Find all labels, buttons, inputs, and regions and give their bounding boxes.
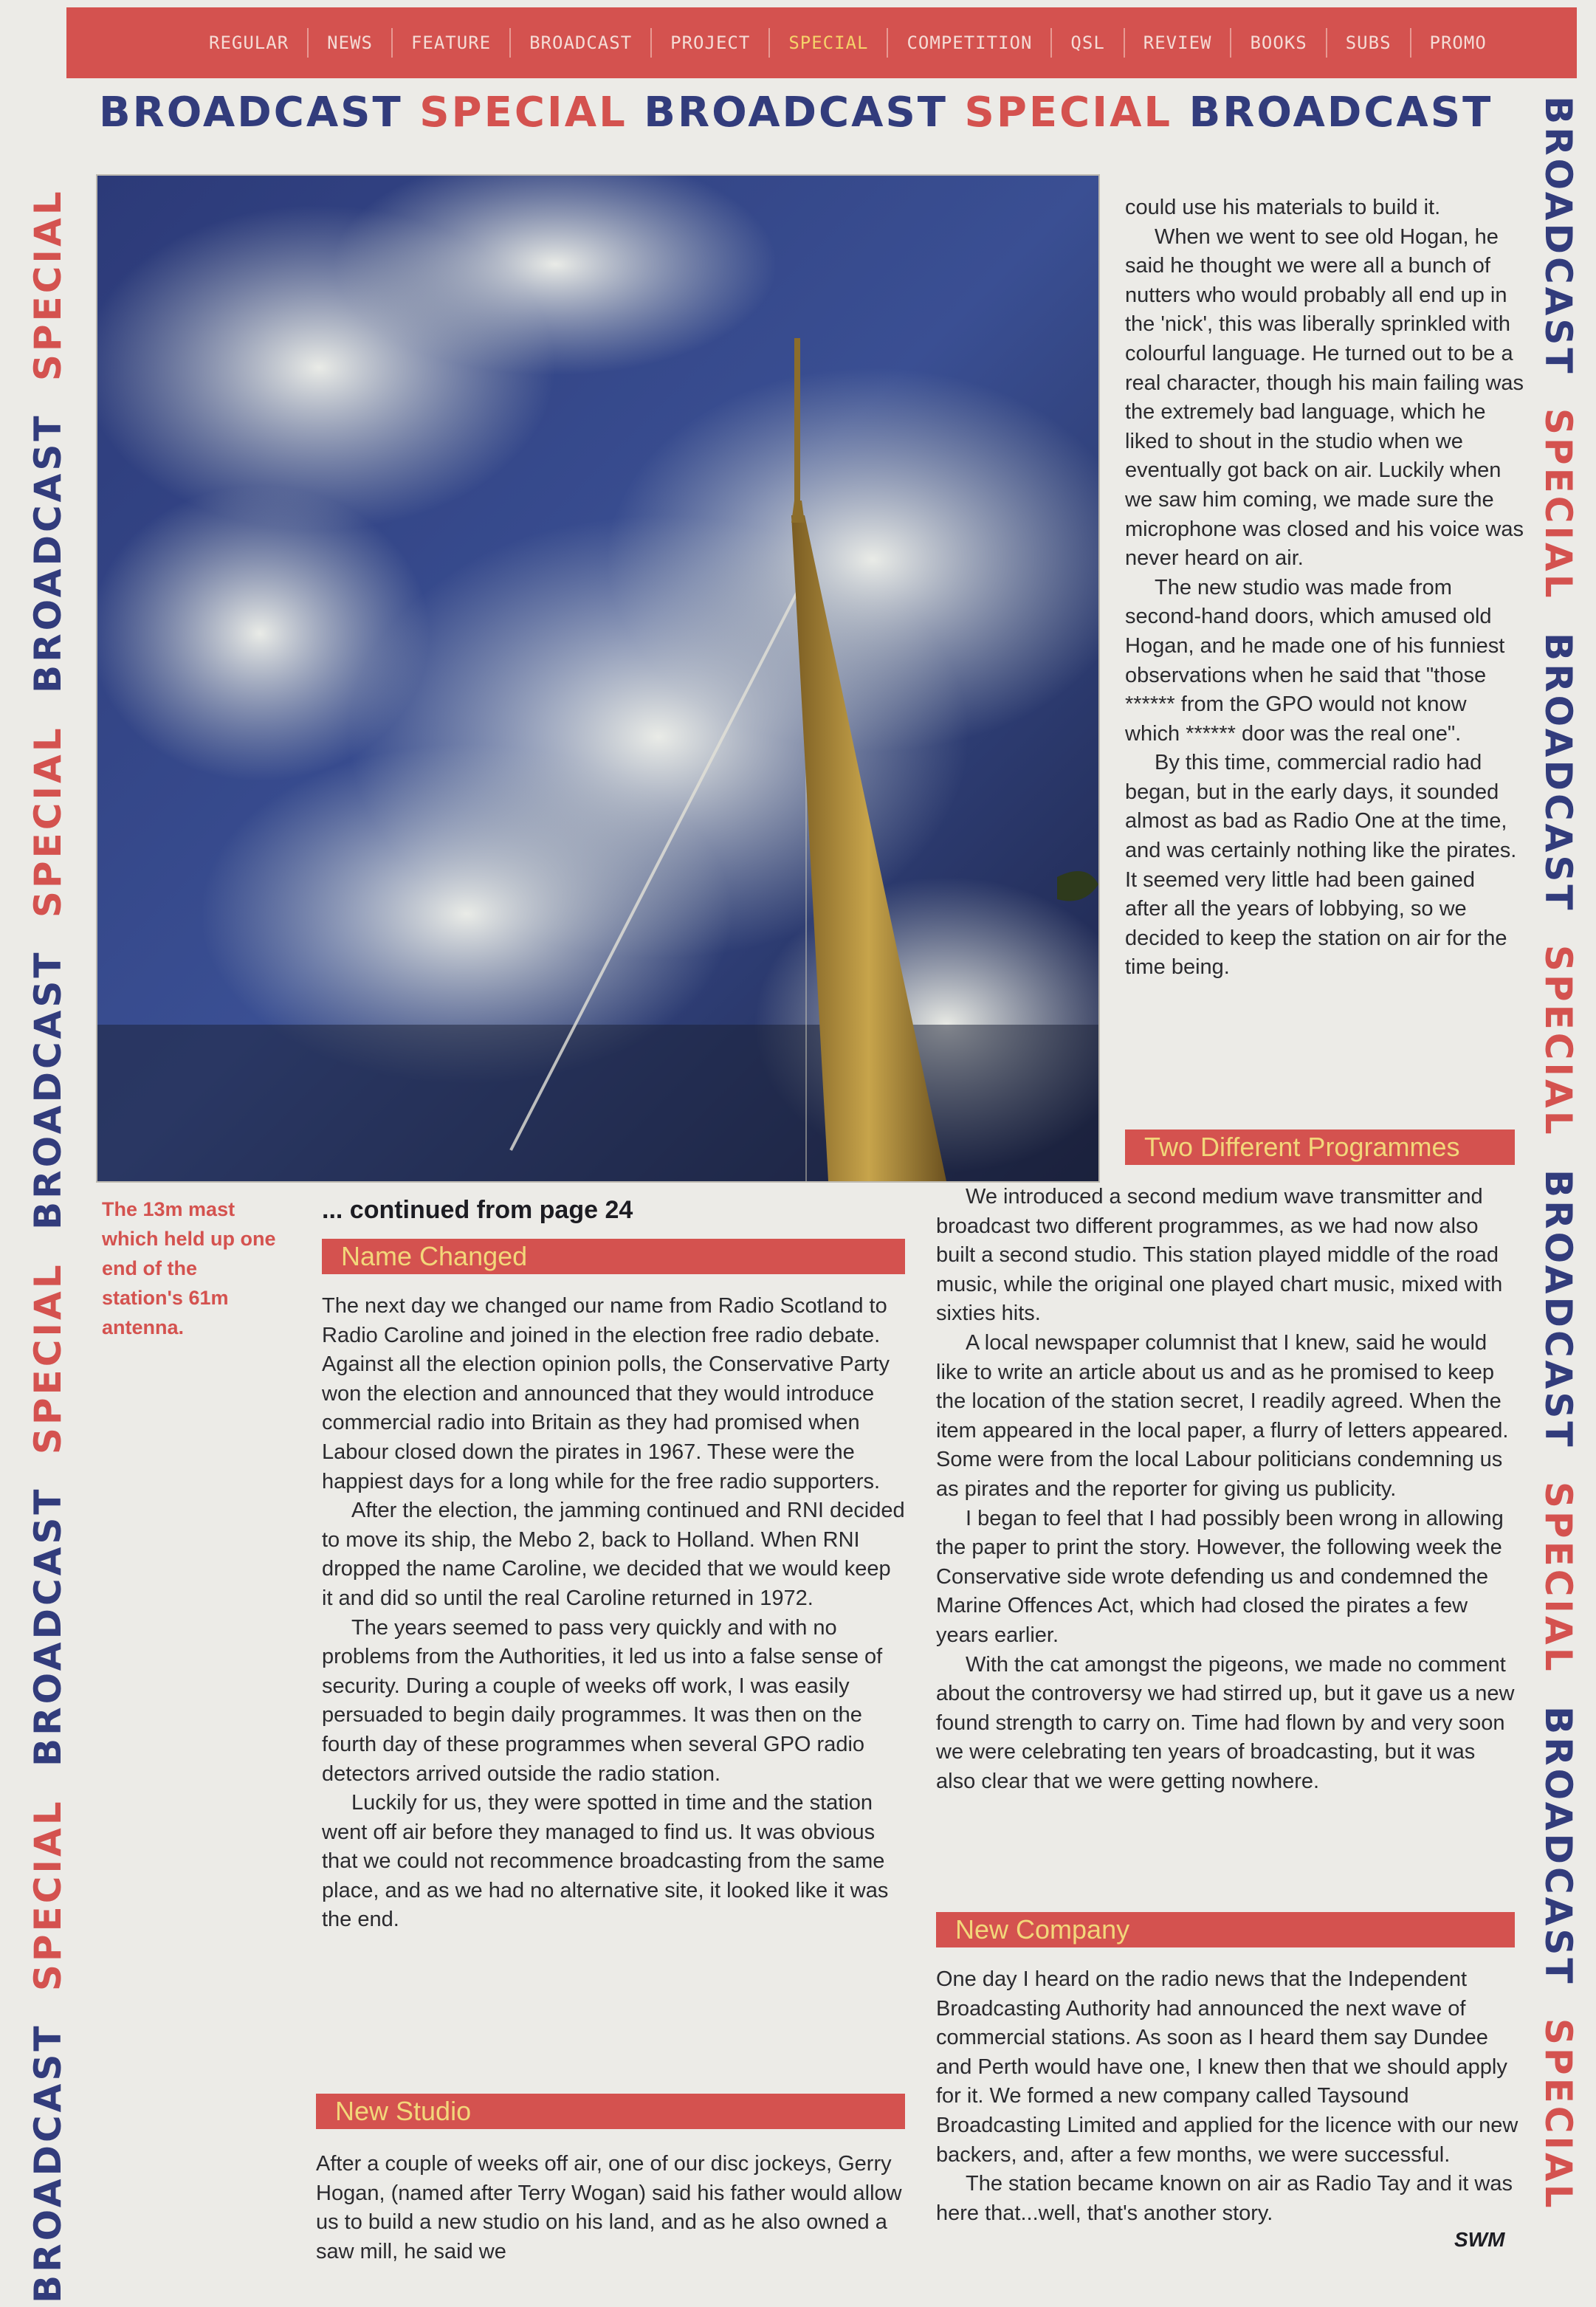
banner-word: BROADCAST — [644, 89, 948, 137]
nav-item-feature[interactable]: FEATURE — [393, 28, 511, 58]
photo-caption: The 13m mast which held up one end of the station's 61m antenna. — [102, 1198, 276, 1338]
paragraph: By this time, commercial radio had began, but in the early days, it sounded almost as bad as Radio One at the time, and was certainly nothing like the pirates. It seemed very little had been gained after all the years of lobbying, so we decided to keep the station on air for the time being. — [1125, 751, 1517, 980]
paragraph: A local newspaper columnist that I knew, said he would like to write an article about us and as he promised to keep the location of the station secret, I readily agreed. When the item appeared in the local paper, a flurry of letters appeared. Some were from the local Labour politicians condemning us as pirates and the reporter for giving us publicity. — [936, 1330, 1509, 1501]
paragraph: We introduced a second medium wave transmitter and broadcast two different programmes, as we had now also built a second studio. This station played middle of the road music, while the original one played chart music, mixed with sixties hits. — [936, 1185, 1503, 1326]
nav-item-project[interactable]: PROJECT — [652, 28, 770, 58]
side-word: SPECIAL — [1537, 2018, 1580, 2211]
nav-item-books[interactable]: BOOKS — [1231, 28, 1327, 58]
side-word: BROADCAST — [1537, 633, 1580, 913]
section-banner — [99, 87, 1531, 139]
banner-word: BROADCAST — [1189, 89, 1493, 137]
banner-word: BROADCAST — [99, 89, 403, 137]
mast-photo — [96, 174, 1100, 1183]
side-word: BROADCAST — [1537, 1169, 1580, 1450]
nav-item-promo[interactable]: PROMO — [1429, 32, 1487, 53]
nav-item-competition[interactable]: COMPETITION — [888, 28, 1052, 58]
nav-item-review[interactable]: REVIEW — [1125, 28, 1232, 58]
side-word: SPECIAL — [27, 725, 69, 918]
nav-item-regular[interactable]: REGULAR — [190, 28, 309, 58]
side-word: BROADCAST — [27, 413, 69, 693]
paragraph: The new studio was made from second-hand doors, which amused old Hogan, and he made one of his funniest observations when he said that "those ****** from the GPO would not know which ****** door was the real one". — [1125, 575, 1505, 746]
paragraph: With the cat amongst the pigeons, we made no comment about the controversy we had stirred up, but it gave us a new found strength to carry on. Time had flown by and very soon we were celebrating ten years of broadcasting, but it was also clear that we were getting nowhere. — [936, 1652, 1515, 1793]
heading-two-different-programmes: Two Different Programmes — [1125, 1130, 1515, 1165]
paragraph: After a couple of weeks off air, one of our disc jockeys, Gerry Hogan, (named after Terry Wogan) said his father would allow us to build a new studio on his land, and as he also owned a saw mill, he said we — [316, 2152, 902, 2263]
column-new-studio — [316, 2150, 905, 2266]
left-side-band — [27, 172, 69, 2303]
banner-word: SPECIAL — [419, 89, 627, 137]
side-word: BROADCAST — [27, 2023, 69, 2303]
banner-word: SPECIAL — [964, 89, 1173, 137]
nav-item-subs[interactable]: SUBS — [1327, 28, 1411, 58]
paragraph: After the election, the jamming continued and RNI decided to move its ship, the Mebo 2, back to Holland. When RNI dropped the name Caroline, we decided that we would keep it and did so until the real Caroline returned in 1972. — [322, 1499, 905, 1610]
heading-name-changed: Name Changed — [322, 1239, 905, 1274]
nav-item-broadcast[interactable]: BROADCAST — [511, 28, 652, 58]
side-word: SPECIAL — [27, 1262, 69, 1455]
side-word: SPECIAL — [27, 188, 69, 382]
paragraph: I began to feel that I had possibly been wrong in allowing the paper to print the story. However, the following week the Conservative side wrote defending us and condemned the Marine Offences Act, which had closed the pirates a few years earlier. — [936, 1506, 1504, 1647]
side-word: SPECIAL — [1537, 944, 1580, 1138]
right-side-band — [1537, 96, 1580, 2227]
section-nav-bar — [66, 7, 1577, 78]
author-signature: SWM — [1454, 2228, 1505, 2251]
paragraph: The years seemed to pass very quickly and with no problems from the Authorities, it led us into a false sense of security. During a couple of weeks off work, I was easily persuaded to begin daily programmes. It was then on the fourth day of these programmes when several GPO radio detectors arrived outside the radio station. — [322, 1615, 883, 1786]
paragraph: The next day we changed our name from Radio Scotland to Radio Caroline and joined in the election free radio debate. Against all the election opinion polls, the Conservative Party won the election and announced that they would introduce commercial radio into Britain as they had promised when Labour closed down the pirates in 1967. These were the happiest days for a long while for the free radio supporters. — [322, 1294, 890, 1493]
paragraph: One day I heard on the radio news that the Independent Broadcasting Authority had announced the next wave of commercial stations. As soon as I heard them say Dundee and Perth would have one, I knew then that we should apply for it. We formed a new company called Taysound Broadcasting Limited and applied for the licence with our new backers, and, after a few months, we were successful. — [936, 1967, 1518, 2167]
heading-new-studio: New Studio — [316, 2094, 905, 2129]
side-word: SPECIAL — [27, 1798, 69, 1992]
side-word: SPECIAL — [1537, 408, 1580, 601]
nav-item-news[interactable]: NEWS — [309, 28, 393, 58]
side-word: BROADCAST — [27, 949, 69, 1230]
paragraph: Luckily for us, they were spotted in time and the station went off air before they managed to find us. It was obvious that we could not recommence broadcasting from the same place, and as we had no alternative site, it looked like it was the end. — [322, 1791, 889, 1932]
heading-new-company: New Company — [936, 1912, 1515, 1947]
side-word: SPECIAL — [1537, 1481, 1580, 1674]
side-word: BROADCAST — [1537, 1706, 1580, 1987]
column-top-right — [1125, 193, 1524, 983]
paragraph: The station became known on air as Radio Tay and it was here that...well, that's another story. — [936, 2172, 1513, 2225]
nav-item-qsl[interactable]: QSL — [1052, 28, 1124, 58]
column-name-changed — [322, 1292, 905, 1935]
column-new-company — [936, 1965, 1519, 2228]
side-word: BROADCAST — [1537, 96, 1580, 377]
continued-from-note: ... continued from page 24 — [322, 1196, 633, 1224]
nav-item-special[interactable]: SPECIAL — [770, 28, 888, 58]
paragraph: When we went to see old Hogan, he said he thought we were all a bunch of nutters who would probably all end up in the 'nick', this was liberally sprinkled with colourful language. He turned out to be a real character, though his main failing was the extremely bad language, which he liked to shout in the studio when we eventually got back on air. Luckily when we saw him coming, we made sure the microphone was closed and his voice was never heard on air. — [1125, 224, 1524, 571]
paragraph: could use his materials to build it. — [1125, 196, 1441, 219]
side-word: BROADCAST — [27, 1486, 69, 1767]
column-two-programmes — [936, 1183, 1519, 1796]
